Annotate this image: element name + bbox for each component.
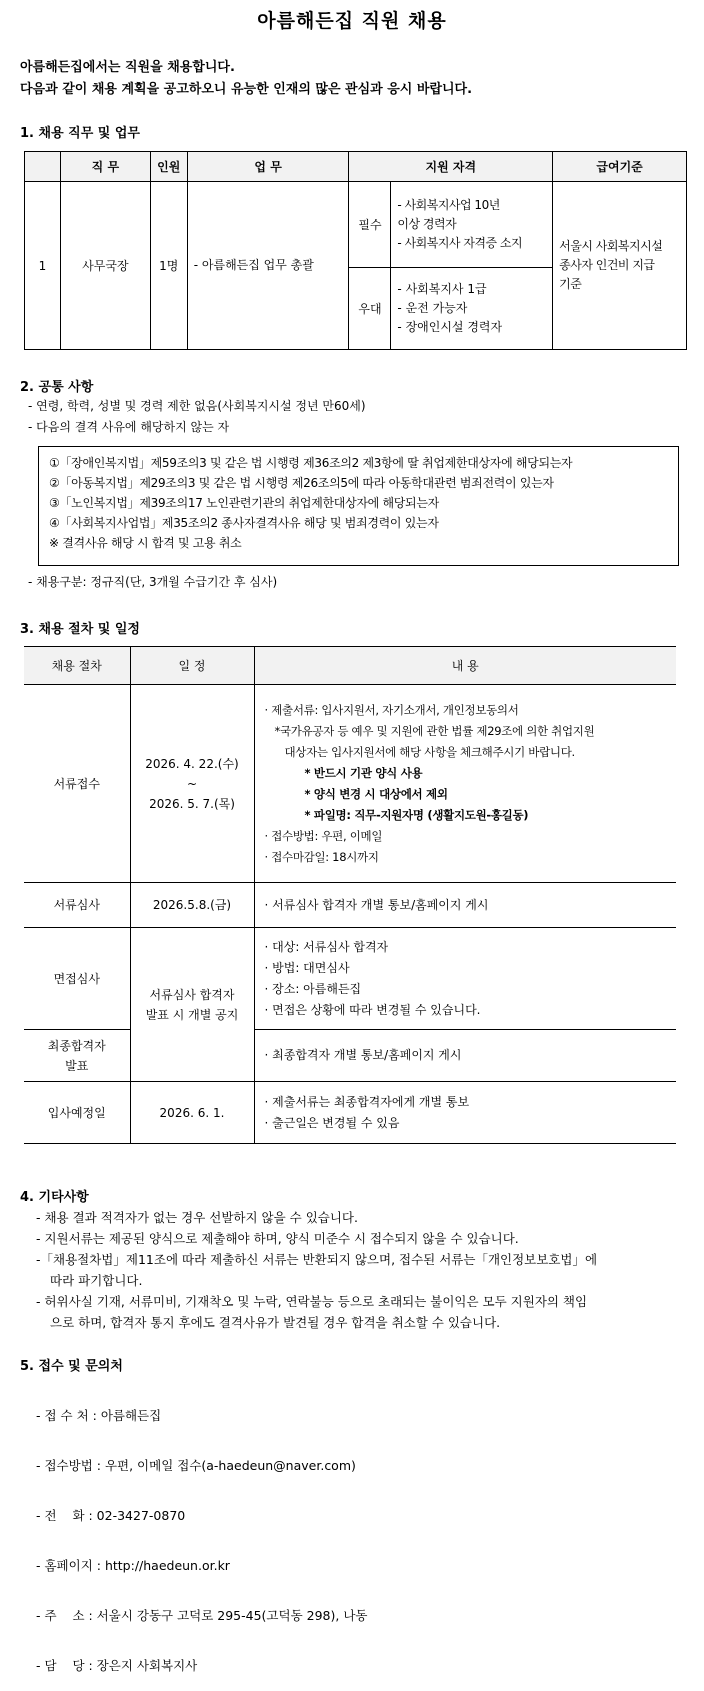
step-docs: 서류접수 bbox=[24, 685, 130, 883]
disqualification-item: ②「아동복지법」제29조의3 및 같은 법 시행령 제26조의5에 따라 아동학대관련 범죄전력이 있는자 bbox=[49, 476, 554, 490]
job-table-header: 급여기준 bbox=[553, 152, 687, 182]
content-line: · 출근일은 변경될 수 있음 bbox=[264, 1115, 400, 1130]
job-table-header-no bbox=[25, 152, 61, 182]
preferred-list bbox=[391, 268, 553, 350]
section1-heading: 1. 채용 직무 및 업무 bbox=[20, 126, 140, 141]
content-line: * 양식 변경 시 대상에서 제외 bbox=[304, 786, 448, 801]
required-item: - 사회복지사 자격증 소지 bbox=[397, 236, 523, 250]
content-line: · 제출서류는 최종합격자에게 개별 통보 bbox=[264, 1094, 470, 1109]
disqualification-note: ※ 결격사유 해당 시 합격 및 고용 취소 bbox=[49, 536, 242, 550]
date-review: 2026.5.8.(금) bbox=[130, 883, 254, 928]
employment-type: - 채용구분: 정규직(단, 3개월 수급기간 후 심사) bbox=[28, 575, 278, 589]
date-docs-end: 2026. 5. 7.(목) bbox=[149, 796, 235, 811]
disqualification-item: ④「사회복지사업법」제35조의2 종사자결격사유 해당 및 범죄경력이 있는자 bbox=[49, 516, 439, 530]
content-docs bbox=[254, 685, 676, 883]
date-docs-start: 2026. 4. 22.(수) bbox=[145, 756, 239, 771]
preferred-item: - 운전 가능자 bbox=[397, 301, 468, 315]
step-final bbox=[24, 1030, 130, 1082]
intro bbox=[20, 57, 472, 101]
section3-heading: 3. 채용 절차 및 일정 bbox=[20, 622, 140, 637]
schedule-header: 일 정 bbox=[130, 647, 254, 685]
content-line: · 방법: 대면심사 bbox=[264, 960, 350, 975]
required-list bbox=[391, 182, 553, 268]
job-table-header: 직 무 bbox=[60, 152, 150, 182]
contact-item: - 접수방법 : 우편, 이메일 접수(a-haedeun@naver.com) bbox=[36, 1458, 356, 1473]
common-line: - 다음의 결격 사유에 해당하지 않는 자 bbox=[28, 420, 230, 434]
disqualification-item: ③「노인복지법」제39조의17 노인관련기관의 취업제한대상자에 해당되는자 bbox=[49, 496, 439, 510]
required-label: 필수 bbox=[349, 182, 391, 268]
step-start: 입사예정일 bbox=[24, 1082, 130, 1144]
content-line: · 장소: 아름해든집 bbox=[264, 981, 362, 996]
misc-item: -「채용절차법」제11조에 따라 제출하신 서류는 반환되지 않으며, 접수된 서류는「개인정보보호법」에 bbox=[36, 1252, 598, 1267]
content-line: 대상자는 입사지원서에 해당 사항을 체크해주시기 바랍니다. bbox=[284, 744, 575, 759]
step-final-line: 발표 bbox=[65, 1058, 89, 1073]
content-line: · 접수마감일: 18시까지 bbox=[264, 849, 379, 864]
content-interview bbox=[254, 928, 676, 1030]
common-line: - 연령, 학력, 성별 및 경력 제한 없음(사회복지시설 정년 만60세) bbox=[28, 399, 366, 413]
content-line: *국가유공자 등 예우 및 지원에 관한 법률 제29조에 의한 취업지원 bbox=[274, 723, 595, 738]
contact-item: - 전 화 : 02-3427-0870 bbox=[36, 1508, 186, 1523]
required-item: 이상 경력자 bbox=[397, 217, 457, 231]
misc-item: 따라 파기합니다. bbox=[50, 1273, 143, 1288]
schedule-header: 채용 절차 bbox=[24, 647, 130, 685]
contact-item: - 주 소 : 서울시 강동구 고덕로 295-45(고덕동 298), 나동 bbox=[36, 1608, 368, 1623]
date-docs bbox=[130, 685, 254, 883]
date-interview bbox=[130, 928, 254, 1082]
content-final: · 최종합격자 개별 통보/홈페이지 게시 bbox=[254, 1030, 676, 1082]
misc-item: - 지원서류는 제공된 양식으로 제출해야 하며, 양식 미준수 시 접수되지 않을 수 있습니다. bbox=[36, 1231, 519, 1246]
preferred-item: - 장애인시설 경력자 bbox=[397, 320, 503, 334]
misc-item: 으로 하며, 합격자 통지 후에도 결격사유가 발견될 경우 합격을 취소할 수 있습니다. bbox=[50, 1315, 501, 1330]
date-interview-line: 발표 시 개별 공지 bbox=[145, 1007, 239, 1022]
misc-list bbox=[36, 1207, 597, 1333]
date-docs-tilde: ~ bbox=[186, 776, 198, 791]
disqualification-box bbox=[38, 446, 679, 566]
content-line: * 반드시 기관 양식 사용 bbox=[304, 765, 423, 780]
date-interview-line: 서류심사 합격자 bbox=[149, 987, 235, 1002]
content-line: · 제출서류: 입사지원서, 자기소개서, 개인정보동의서 bbox=[264, 702, 519, 717]
job-no: 1 bbox=[25, 182, 61, 350]
required-item: - 사회복지사업 10년 bbox=[397, 198, 500, 212]
section5-heading: 5. 접수 및 문의처 bbox=[20, 1359, 123, 1374]
intro-line: 다음과 같이 채용 계획을 공고하오니 유능한 인재의 많은 관심과 응시 바랍니다. bbox=[20, 82, 473, 97]
schedule-table bbox=[24, 646, 676, 1144]
job-duty: - 아름해든집 업무 총괄 bbox=[187, 182, 349, 350]
content-line: · 면접은 상황에 따라 변경될 수 있습니다. bbox=[264, 1002, 481, 1017]
job-table-header: 지원 자격 bbox=[349, 152, 553, 182]
step-review: 서류심사 bbox=[24, 883, 130, 928]
contact-item: - 담 당 : 장은지 사회복지사 bbox=[36, 1658, 198, 1673]
schedule-header: 내 용 bbox=[254, 647, 676, 685]
intro-line: 아름해든집에서는 직원을 채용합니다. bbox=[20, 60, 235, 75]
salary-line: 기준 bbox=[559, 277, 582, 291]
content-review: · 서류심사 합격자 개별 통보/홈페이지 게시 bbox=[254, 883, 676, 928]
contact-list bbox=[36, 1377, 367, 1691]
job-table bbox=[24, 151, 687, 350]
misc-item: - 허위사실 기재, 서류미비, 기재착오 및 누락, 연락불능 등으로 초래되는 불이익은 모두 지원자의 책임 bbox=[36, 1294, 588, 1309]
salary-line: 서울시 사회복지시설 bbox=[559, 239, 663, 253]
contact-item: - 홈페이지 : http://haedeun.or.kr bbox=[36, 1558, 230, 1573]
misc-item: - 채용 결과 적격자가 없는 경우 선발하지 않을 수 있습니다. bbox=[36, 1210, 358, 1225]
disqualification-item: ①「장애인복지법」제59조의3 및 같은 법 시행령 제36조의2 제3항에 딸 취업제한대상자에 해당되는자 bbox=[49, 456, 573, 470]
preferred-label: 우대 bbox=[349, 268, 391, 350]
content-start bbox=[254, 1082, 676, 1144]
section4-heading: 4. 기타사항 bbox=[20, 1190, 89, 1205]
content-line: · 접수방법: 우편, 이메일 bbox=[264, 828, 383, 843]
content-line: · 대상: 서류심사 합격자 bbox=[264, 939, 389, 954]
contact-item: - 접 수 처 : 아름해든집 bbox=[36, 1408, 162, 1423]
job-table-header: 인원 bbox=[150, 152, 187, 182]
section2-heading: 2. 공통 사항 bbox=[20, 380, 94, 395]
salary-line: 종사자 인건비 지급 bbox=[559, 258, 655, 272]
step-final-line: 최종합격자 bbox=[47, 1038, 106, 1053]
date-start: 2026. 6. 1. bbox=[130, 1082, 254, 1144]
job-table-header: 업 무 bbox=[187, 152, 349, 182]
preferred-item: - 사회복지사 1급 bbox=[397, 282, 487, 296]
content-line: * 파일명: 직무-지원자명 (생활지도원-홍길동) bbox=[304, 807, 529, 822]
page-title: 아름해든집 직원 채용 bbox=[257, 10, 447, 32]
salary-basis bbox=[553, 182, 687, 350]
job-title: 사무국장 bbox=[60, 182, 150, 350]
job-count: 1명 bbox=[150, 182, 187, 350]
step-interview: 면접심사 bbox=[24, 928, 130, 1030]
